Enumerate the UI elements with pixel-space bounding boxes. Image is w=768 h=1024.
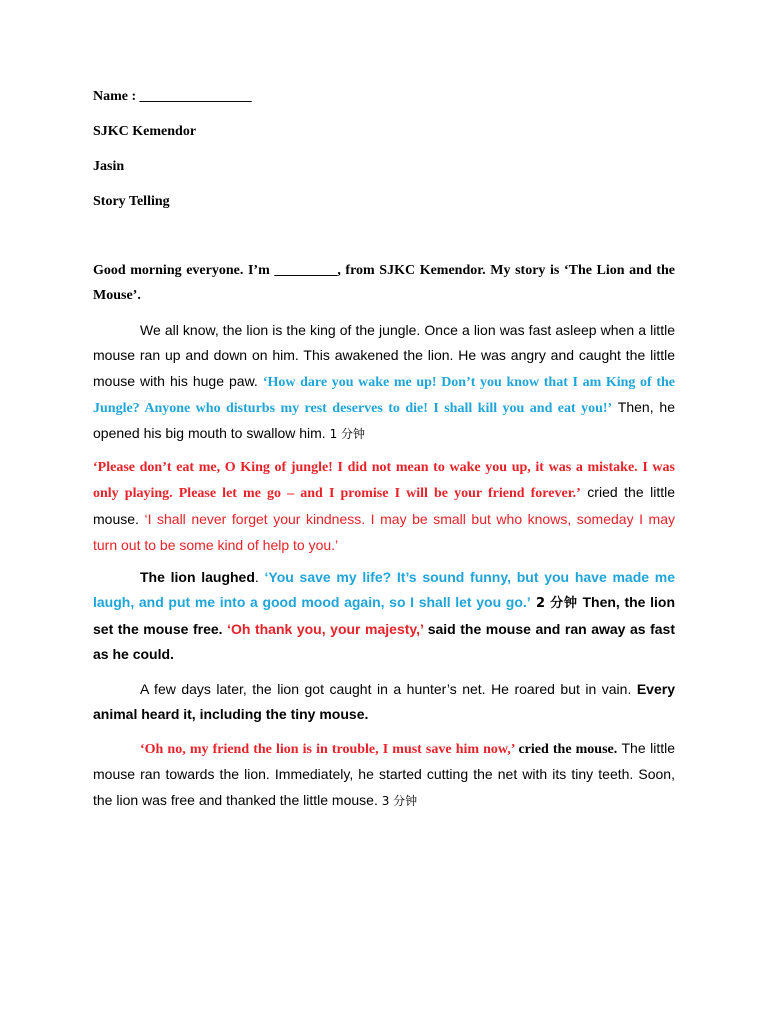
narration-text: cried the mouse. [514, 742, 618, 757]
narration-text: A few days later, the lion got caught in a hunter’s net. He roared but in vain. [140, 681, 637, 697]
town-name: Jasin [93, 159, 125, 174]
narration-text: said the mouse and ran away as fast as he could. [93, 620, 675, 662]
lead-text: The lion laughed [140, 569, 255, 585]
bold-narration: Every animal heard it, including the tiny mouse. [93, 681, 675, 723]
narration-text: The little mouse ran towards the lion. Immediately, he started cutting the net with its tiny teeth. Soon, the lion was free and thanked the little mouse. [93, 740, 676, 808]
paragraph-3 [93, 565, 675, 667]
paragraph-4 [93, 677, 675, 728]
narration-text: Then, the lion set the mouse free. [93, 594, 675, 637]
time-mark: 2 分钟 [530, 596, 578, 612]
paragraph-2 [93, 455, 675, 559]
narration-text: cried the little mouse. [93, 484, 675, 527]
school-name: SJKC Kemendor [93, 124, 197, 139]
intro-paragraph: Good morning everyone. I’m _________, from SJKC Kemendor. My story is ‘The Lion and the Mouse’. [93, 263, 675, 304]
time-mark: 3 分钟 [381, 793, 418, 808]
paragraph-5 [93, 736, 675, 814]
time-mark: 1 分钟 [329, 427, 366, 442]
narration-text: Then, he opened his big mouth to swallow him. [93, 398, 675, 442]
paragraph-1 [93, 318, 675, 447]
mouse-speech: ‘Please don’t eat me, O King of jungle! I did not mean to wake you up, it was a mistake. I was only playing. Please let me go – and I promise I will be your friend forever.’ [93, 460, 675, 502]
narration-text: We all know, the lion is the king of the jungle. Once a lion was fast asleep when a little mouse ran up and down on him. This awakened the lion. He was angry and caught the little mouse with his huge paw. [93, 322, 675, 389]
mouse-speech: ‘Oh thank you, your majesty,’ [227, 620, 424, 637]
mouse-speech-2: ‘I shall never forget your kindness. I may be small but who knows, someday I may turn out to be some kind of help to you.’ [93, 510, 675, 553]
name-line: Name : ________________ [93, 89, 252, 104]
lion-speech: ‘You save my life? It’s sound funny, but you have made me laugh, and put me into a good mood again, so I shall let you go.’ [93, 569, 676, 611]
mouse-speech: ‘Oh no, my friend the lion is in trouble, I must save him now,’ [140, 742, 515, 757]
subject-title: Story Telling [93, 194, 170, 209]
punctuation: . [254, 569, 265, 585]
lion-speech: ‘How dare you wake me up! Don’t you know that I am King of the Jungle? Anyone who disturbs my rest deserves to die! I shall kill you and eat you!’ [93, 374, 675, 416]
